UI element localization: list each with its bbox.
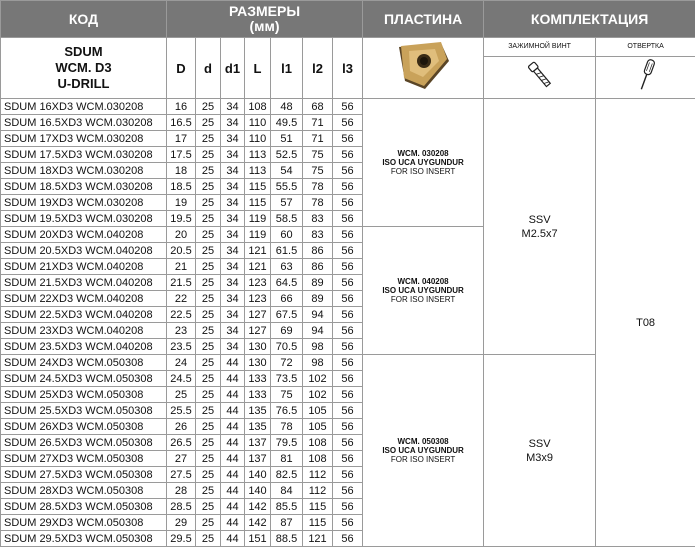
row-l1: 78 — [271, 419, 303, 435]
row-D: 23 — [167, 323, 196, 339]
row-l3: 56 — [333, 179, 363, 195]
row-D: 28 — [167, 483, 196, 499]
row-L: 135 — [245, 403, 271, 419]
row-D: 20 — [167, 227, 196, 243]
row-code: SDUM 29.5XD3 WCM.050308 — [1, 531, 167, 547]
row-d1: 44 — [221, 531, 245, 547]
screw-size: M2.5x7 — [484, 227, 595, 241]
row-d: 25 — [196, 483, 221, 499]
row-code: SDUM 21XD3 WCM.040208 — [1, 259, 167, 275]
row-d1: 34 — [221, 163, 245, 179]
row-l1: 76.5 — [271, 403, 303, 419]
row-l3: 56 — [333, 355, 363, 371]
row-L: 140 — [245, 467, 271, 483]
product-name — [1, 38, 167, 99]
row-d: 25 — [196, 147, 221, 163]
row-l2: 83 — [303, 211, 333, 227]
insert-image — [363, 38, 484, 99]
row-l2: 71 — [303, 115, 333, 131]
kit-label-driver: ОТВЕРТКА — [596, 38, 695, 57]
row-d: 25 — [196, 323, 221, 339]
row-d: 25 — [196, 403, 221, 419]
row-l3: 56 — [333, 99, 363, 115]
insert-iso-tr: ISO UCA UYGUNDUR — [363, 286, 483, 295]
insert-iso-tr: ISO UCA UYGUNDUR — [363, 158, 483, 167]
row-l3: 56 — [333, 387, 363, 403]
row-D: 24.5 — [167, 371, 196, 387]
header-insert: ПЛАСТИНА — [363, 1, 484, 38]
row-l2: 83 — [303, 227, 333, 243]
row-d1: 34 — [221, 115, 245, 131]
row-l3: 56 — [333, 323, 363, 339]
row-d: 25 — [196, 531, 221, 547]
row-l3: 56 — [333, 515, 363, 531]
row-l1: 79.5 — [271, 435, 303, 451]
row-d1: 34 — [221, 323, 245, 339]
row-d: 25 — [196, 131, 221, 147]
row-D: 23.5 — [167, 339, 196, 355]
row-L: 108 — [245, 99, 271, 115]
row-d1: 34 — [221, 131, 245, 147]
row-d: 25 — [196, 275, 221, 291]
row-l1: 54 — [271, 163, 303, 179]
row-l3: 56 — [333, 131, 363, 147]
row-L: 113 — [245, 163, 271, 179]
row-d: 25 — [196, 259, 221, 275]
row-d: 25 — [196, 499, 221, 515]
row-l3: 56 — [333, 483, 363, 499]
table-row — [1, 355, 695, 371]
row-D: 16 — [167, 99, 196, 115]
row-L: 123 — [245, 275, 271, 291]
row-l3: 56 — [333, 419, 363, 435]
screw-image — [484, 57, 596, 99]
col-d1: d1 — [221, 38, 245, 99]
row-l3: 56 — [333, 227, 363, 243]
row-l1: 66 — [271, 291, 303, 307]
row-L: 123 — [245, 291, 271, 307]
row-l3: 56 — [333, 259, 363, 275]
row-l2: 68 — [303, 99, 333, 115]
row-L: 127 — [245, 307, 271, 323]
row-d1: 34 — [221, 195, 245, 211]
row-L: 121 — [245, 259, 271, 275]
row-l3: 56 — [333, 531, 363, 547]
row-L: 110 — [245, 115, 271, 131]
row-D: 29.5 — [167, 531, 196, 547]
row-D: 16.5 — [167, 115, 196, 131]
row-l3: 56 — [333, 339, 363, 355]
row-l2: 98 — [303, 355, 333, 371]
row-code: SDUM 25XD3 WCM.050308 — [1, 387, 167, 403]
row-l1: 55.5 — [271, 179, 303, 195]
row-l3: 56 — [333, 211, 363, 227]
row-d: 25 — [196, 307, 221, 323]
row-D: 27 — [167, 451, 196, 467]
row-d: 25 — [196, 243, 221, 259]
insert-iso-en: FOR ISO INSERT — [363, 295, 483, 304]
row-code: SDUM 21.5XD3 WCM.040208 — [1, 275, 167, 291]
row-d1: 34 — [221, 227, 245, 243]
row-L: 119 — [245, 211, 271, 227]
row-L: 127 — [245, 323, 271, 339]
row-l3: 56 — [333, 403, 363, 419]
product-line1: SDUM — [1, 44, 166, 60]
row-l3: 56 — [333, 291, 363, 307]
row-l2: 108 — [303, 451, 333, 467]
row-L: 142 — [245, 515, 271, 531]
row-L: 130 — [245, 355, 271, 371]
row-L: 110 — [245, 131, 271, 147]
table-body — [1, 99, 695, 547]
row-L: 133 — [245, 387, 271, 403]
row-code: SDUM 22XD3 WCM.040208 — [1, 291, 167, 307]
row-d: 25 — [196, 291, 221, 307]
row-l3: 56 — [333, 371, 363, 387]
row-code: SDUM 22.5XD3 WCM.040208 — [1, 307, 167, 323]
row-L: 133 — [245, 371, 271, 387]
row-d: 25 — [196, 419, 221, 435]
col-l1: l1 — [271, 38, 303, 99]
row-code: SDUM 24.5XD3 WCM.050308 — [1, 371, 167, 387]
row-l1: 85.5 — [271, 499, 303, 515]
row-code: SDUM 20XD3 WCM.040208 — [1, 227, 167, 243]
row-L: 119 — [245, 227, 271, 243]
row-D: 19 — [167, 195, 196, 211]
row-d1: 34 — [221, 307, 245, 323]
insert-iso-en: FOR ISO INSERT — [363, 167, 483, 176]
row-code: SDUM 26.5XD3 WCM.050308 — [1, 435, 167, 451]
screw-size: M3x9 — [484, 451, 595, 465]
row-l3: 56 — [333, 275, 363, 291]
row-code: SDUM 18XD3 WCM.030208 — [1, 163, 167, 179]
row-D: 18 — [167, 163, 196, 179]
row-L: 121 — [245, 243, 271, 259]
row-D: 19.5 — [167, 211, 196, 227]
row-l3: 56 — [333, 195, 363, 211]
row-d1: 44 — [221, 371, 245, 387]
row-code: SDUM 24XD3 WCM.050308 — [1, 355, 167, 371]
row-d: 25 — [196, 467, 221, 483]
row-l1: 81 — [271, 451, 303, 467]
row-l2: 102 — [303, 387, 333, 403]
row-d: 25 — [196, 211, 221, 227]
row-l3: 56 — [333, 499, 363, 515]
insert-code: WCM. 030208 — [363, 149, 483, 158]
header-sizes-line1: РАЗМЕРЫ — [167, 4, 362, 19]
row-l3: 56 — [333, 435, 363, 451]
row-d: 25 — [196, 99, 221, 115]
row-L: 115 — [245, 195, 271, 211]
row-d: 25 — [196, 355, 221, 371]
row-d1: 34 — [221, 211, 245, 227]
row-code: SDUM 17.5XD3 WCM.030208 — [1, 147, 167, 163]
row-d: 25 — [196, 179, 221, 195]
row-l1: 51 — [271, 131, 303, 147]
row-l1: 73.5 — [271, 371, 303, 387]
row-l1: 82.5 — [271, 467, 303, 483]
row-L: 113 — [245, 147, 271, 163]
row-d: 25 — [196, 339, 221, 355]
row-D: 22 — [167, 291, 196, 307]
col-d: d — [196, 38, 221, 99]
row-l2: 94 — [303, 323, 333, 339]
row-l2: 89 — [303, 291, 333, 307]
row-d1: 34 — [221, 291, 245, 307]
row-l1: 84 — [271, 483, 303, 499]
row-d: 25 — [196, 371, 221, 387]
screw-icon — [525, 58, 555, 92]
row-D: 28.5 — [167, 499, 196, 515]
row-code: SDUM 16.5XD3 WCM.030208 — [1, 115, 167, 131]
row-l2: 121 — [303, 531, 333, 547]
header-code: КОД — [1, 1, 167, 38]
screw-group — [484, 99, 596, 355]
row-L: 142 — [245, 499, 271, 515]
row-l1: 69 — [271, 323, 303, 339]
row-l1: 67.5 — [271, 307, 303, 323]
row-l2: 78 — [303, 195, 333, 211]
col-l3: l3 — [333, 38, 363, 99]
row-code: SDUM 25.5XD3 WCM.050308 — [1, 403, 167, 419]
row-L: 140 — [245, 483, 271, 499]
row-D: 25.5 — [167, 403, 196, 419]
row-d1: 44 — [221, 419, 245, 435]
row-d1: 44 — [221, 467, 245, 483]
row-l1: 61.5 — [271, 243, 303, 259]
insert-icon — [395, 41, 451, 91]
row-D: 26 — [167, 419, 196, 435]
row-code: SDUM 20.5XD3 WCM.040208 — [1, 243, 167, 259]
row-D: 21.5 — [167, 275, 196, 291]
row-code: SDUM 28.5XD3 WCM.050308 — [1, 499, 167, 515]
row-L: 137 — [245, 451, 271, 467]
row-D: 17 — [167, 131, 196, 147]
row-D: 21 — [167, 259, 196, 275]
row-d: 25 — [196, 435, 221, 451]
col-L: L — [245, 38, 271, 99]
row-L: 115 — [245, 179, 271, 195]
screw-type: SSV — [484, 213, 595, 227]
row-l1: 72 — [271, 355, 303, 371]
insert-code: WCM. 040208 — [363, 277, 483, 286]
row-D: 26.5 — [167, 435, 196, 451]
row-l3: 56 — [333, 243, 363, 259]
row-l1: 49.5 — [271, 115, 303, 131]
row-l3: 56 — [333, 451, 363, 467]
row-d: 25 — [196, 387, 221, 403]
screw-type: SSV — [484, 437, 595, 451]
row-D: 25 — [167, 387, 196, 403]
row-D: 22.5 — [167, 307, 196, 323]
row-d1: 44 — [221, 483, 245, 499]
insert-group — [363, 355, 484, 547]
row-l1: 63 — [271, 259, 303, 275]
row-l2: 78 — [303, 179, 333, 195]
row-D: 20.5 — [167, 243, 196, 259]
row-code: SDUM 16XD3 WCM.030208 — [1, 99, 167, 115]
row-d1: 34 — [221, 147, 245, 163]
driver-cell: T08 — [596, 99, 695, 547]
row-L: 130 — [245, 339, 271, 355]
row-code: SDUM 26XD3 WCM.050308 — [1, 419, 167, 435]
row-l1: 87 — [271, 515, 303, 531]
row-l2: 102 — [303, 371, 333, 387]
row-l1: 52.5 — [271, 147, 303, 163]
row-l3: 56 — [333, 115, 363, 131]
row-l2: 75 — [303, 147, 333, 163]
row-l3: 56 — [333, 163, 363, 179]
row-code: SDUM 18.5XD3 WCM.030208 — [1, 179, 167, 195]
row-d1: 34 — [221, 99, 245, 115]
row-code: SDUM 23.5XD3 WCM.040208 — [1, 339, 167, 355]
row-d: 25 — [196, 227, 221, 243]
col-D: D — [167, 38, 196, 99]
row-d1: 34 — [221, 259, 245, 275]
row-code: SDUM 28XD3 WCM.050308 — [1, 483, 167, 499]
row-l2: 105 — [303, 419, 333, 435]
row-code: SDUM 27XD3 WCM.050308 — [1, 451, 167, 467]
row-d1: 44 — [221, 387, 245, 403]
insert-code: WCM. 050308 — [363, 437, 483, 446]
row-L: 135 — [245, 419, 271, 435]
screwdriver-icon — [635, 57, 657, 93]
insert-iso-tr: ISO UCA UYGUNDUR — [363, 446, 483, 455]
row-code: SDUM 27.5XD3 WCM.050308 — [1, 467, 167, 483]
row-D: 18.5 — [167, 179, 196, 195]
row-l1: 57 — [271, 195, 303, 211]
row-l2: 108 — [303, 435, 333, 451]
row-d1: 44 — [221, 451, 245, 467]
row-L: 151 — [245, 531, 271, 547]
row-l3: 56 — [333, 147, 363, 163]
row-d: 25 — [196, 163, 221, 179]
row-l2: 105 — [303, 403, 333, 419]
row-code: SDUM 23XD3 WCM.040208 — [1, 323, 167, 339]
row-code: SDUM 17XD3 WCM.030208 — [1, 131, 167, 147]
row-d: 25 — [196, 195, 221, 211]
screw-group — [484, 355, 596, 547]
insert-group — [363, 227, 484, 355]
insert-group — [363, 99, 484, 227]
row-l1: 88.5 — [271, 531, 303, 547]
row-l3: 56 — [333, 307, 363, 323]
row-code: SDUM 19XD3 WCM.030208 — [1, 195, 167, 211]
row-l2: 89 — [303, 275, 333, 291]
row-l1: 70.5 — [271, 339, 303, 355]
row-l1: 75 — [271, 387, 303, 403]
row-l2: 112 — [303, 483, 333, 499]
row-l2: 86 — [303, 243, 333, 259]
product-line3: U-DRILL — [1, 76, 166, 92]
row-l2: 94 — [303, 307, 333, 323]
row-D: 29 — [167, 515, 196, 531]
row-d1: 44 — [221, 499, 245, 515]
product-line2: WCM. D3 — [1, 60, 166, 76]
header-sizes — [167, 1, 363, 38]
header-sizes-line2: (мм) — [167, 19, 362, 34]
row-d: 25 — [196, 451, 221, 467]
row-L: 137 — [245, 435, 271, 451]
row-l1: 60 — [271, 227, 303, 243]
row-d: 25 — [196, 515, 221, 531]
insert-iso-en: FOR ISO INSERT — [363, 455, 483, 464]
row-l1: 64.5 — [271, 275, 303, 291]
row-l2: 98 — [303, 339, 333, 355]
row-D: 17.5 — [167, 147, 196, 163]
row-l1: 48 — [271, 99, 303, 115]
row-l2: 71 — [303, 131, 333, 147]
col-l2: l2 — [303, 38, 333, 99]
row-l2: 115 — [303, 515, 333, 531]
row-D: 24 — [167, 355, 196, 371]
row-d1: 44 — [221, 355, 245, 371]
row-d1: 44 — [221, 403, 245, 419]
row-l1: 58.5 — [271, 211, 303, 227]
row-D: 27.5 — [167, 467, 196, 483]
row-d1: 44 — [221, 435, 245, 451]
row-l2: 75 — [303, 163, 333, 179]
row-l2: 86 — [303, 259, 333, 275]
driver-image — [596, 57, 695, 99]
row-d1: 44 — [221, 515, 245, 531]
row-code: SDUM 19.5XD3 WCM.030208 — [1, 211, 167, 227]
header-kit: КОМПЛЕКТАЦИЯ — [484, 1, 695, 38]
row-d: 25 — [196, 115, 221, 131]
row-d1: 34 — [221, 243, 245, 259]
table-row — [1, 99, 695, 115]
row-l2: 112 — [303, 467, 333, 483]
row-code: SDUM 29XD3 WCM.050308 — [1, 515, 167, 531]
row-d1: 34 — [221, 339, 245, 355]
row-l3: 56 — [333, 467, 363, 483]
kit-label-screw: ЗАЖИМНОЙ ВИНТ — [484, 38, 596, 57]
row-d1: 34 — [221, 275, 245, 291]
row-d1: 34 — [221, 179, 245, 195]
row-l2: 115 — [303, 499, 333, 515]
